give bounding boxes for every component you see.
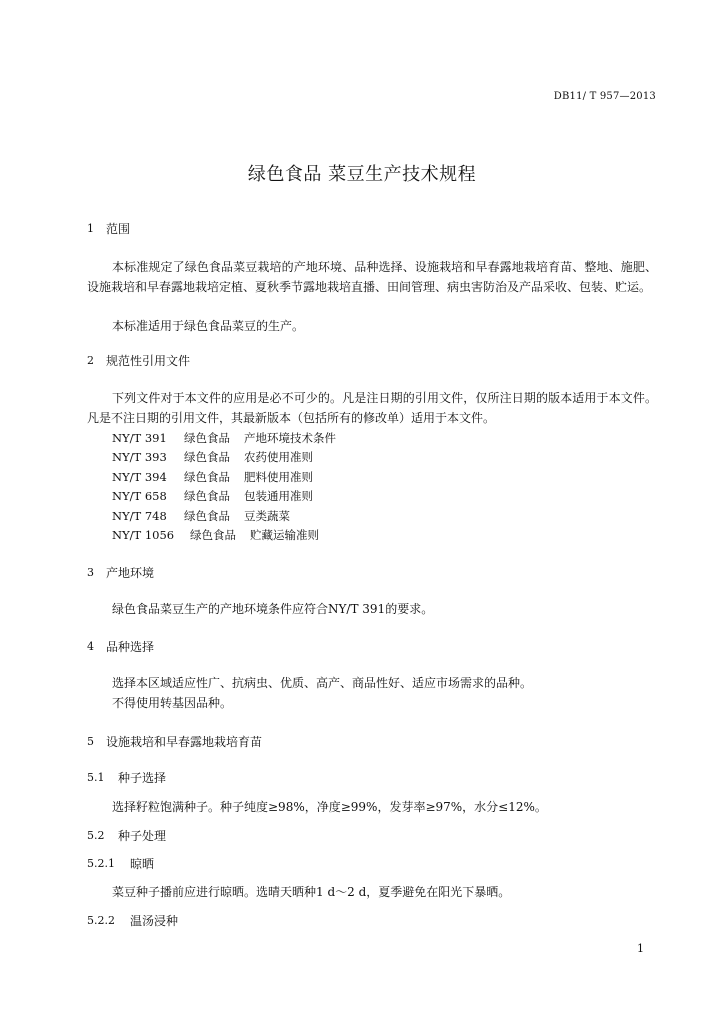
reference-item xyxy=(112,507,336,526)
subsection-5-2-2-title: 温汤浸种 xyxy=(130,914,179,928)
subsection-5-1-title: 种子选择 xyxy=(118,771,167,785)
reference-title: 产地环境技术条件 xyxy=(244,431,336,445)
section-3-title: 产地环境 xyxy=(106,566,155,580)
reference-item xyxy=(112,429,336,448)
section-1-title: 范围 xyxy=(106,222,131,236)
page-number: 1 xyxy=(637,942,644,955)
subsection-5-2-1-title: 晾晒 xyxy=(130,857,155,871)
reference-series: 绿色食品 xyxy=(184,508,230,523)
reference-series: 绿色食品 xyxy=(184,450,230,465)
subsection-5-2-1-number: 5.2.1 xyxy=(87,857,115,870)
reference-title: 农药使用准则 xyxy=(244,450,313,465)
normative-reference-list xyxy=(112,429,336,545)
section-2-number: 2 xyxy=(87,354,94,367)
reference-title: 豆类蔬菜 xyxy=(244,508,290,523)
subsection-5-2-number: 5.2 xyxy=(87,829,105,842)
reference-title: 肥料使用准则 xyxy=(244,469,313,484)
reference-item xyxy=(112,526,336,545)
subsection-5-2-1-paragraph-1: 菜豆种子播前应进行晾晒。选晴天晒种1 d～2 d，夏季避免在阳光下暴晒。 xyxy=(112,885,511,899)
subsection-5-1-number: 5.1 xyxy=(87,771,105,784)
reference-item xyxy=(112,468,336,487)
reference-series: 绿色食品 xyxy=(184,469,230,484)
section-4-paragraph-2: 不得使用转基因品种。 xyxy=(112,696,233,710)
reference-code: NY/T 391 xyxy=(112,431,167,445)
reference-title: 贮藏运输准则 xyxy=(250,528,319,543)
reference-code: NY/T 658 xyxy=(112,489,167,504)
section-5-number: 5 xyxy=(87,735,94,748)
section-1-paragraph-2: 本标准适用于绿色食品菜豆的生产。 xyxy=(112,319,305,333)
section-4-paragraph-1: 选择本区域适应性广、抗病虫、优质、高产、商品性好、适应市场需求的品种。 xyxy=(112,676,533,690)
reference-code: NY/T 1056 xyxy=(112,528,175,543)
subsection-5-1-paragraph-1: 选择籽粒饱满种子。种子纯度≥98%，净度≥99%，发芽率≥97%，水分≤12%。 xyxy=(112,800,547,814)
subsection-5-2-title: 种子处理 xyxy=(118,829,167,843)
reference-title: 包装通用准则 xyxy=(244,489,313,504)
reference-series: 绿色食品 xyxy=(184,431,230,445)
reference-code: NY/T 394 xyxy=(112,469,167,484)
document-title: 绿色食品 菜豆生产技术规程 xyxy=(247,164,477,185)
section-4-number: 4 xyxy=(87,640,94,653)
reference-series: 绿色食品 xyxy=(190,528,236,543)
section-1-number: 1 xyxy=(87,222,94,235)
reference-code: NY/T 393 xyxy=(112,450,167,465)
section-4-title: 品种选择 xyxy=(106,640,155,654)
subsection-5-2-2-number: 5.2.2 xyxy=(87,914,115,927)
section-2-title: 规范性引用文件 xyxy=(106,354,191,368)
section-3-number: 3 xyxy=(87,566,94,579)
section-3-paragraph-1: 绿色食品菜豆生产的产地环境条件应符合NY/T 391的要求。 xyxy=(112,602,434,616)
reference-series: 绿色食品 xyxy=(184,489,230,504)
reference-item xyxy=(112,448,336,467)
reference-code: NY/T 748 xyxy=(112,508,167,523)
reference-item xyxy=(112,487,336,506)
standard-code: DB11/ T 957—2013 xyxy=(553,91,656,102)
section-5-title: 设施栽培和早春露地栽培育苗 xyxy=(106,735,263,749)
section-1-paragraph-1: 本标准规定了绿色食品菜豆栽培的产地环境、品种选择、设施栽培和早春露地栽培育苗、整地、施肥、设施栽培和早春露地栽培定植、夏秋季节露地栽培直播、田间管理、病虫害防治及产品采收、包装、贮运。 xyxy=(87,260,657,294)
section-2-paragraph-1: 下列文件对于本文件的应用是必不可少的。凡是注日期的引用文件，仅所注日期的版本适用于本文件。凡是不注日期的引用文件，其最新版本（包括所有的修改单）适用于本文件。 xyxy=(87,391,657,425)
